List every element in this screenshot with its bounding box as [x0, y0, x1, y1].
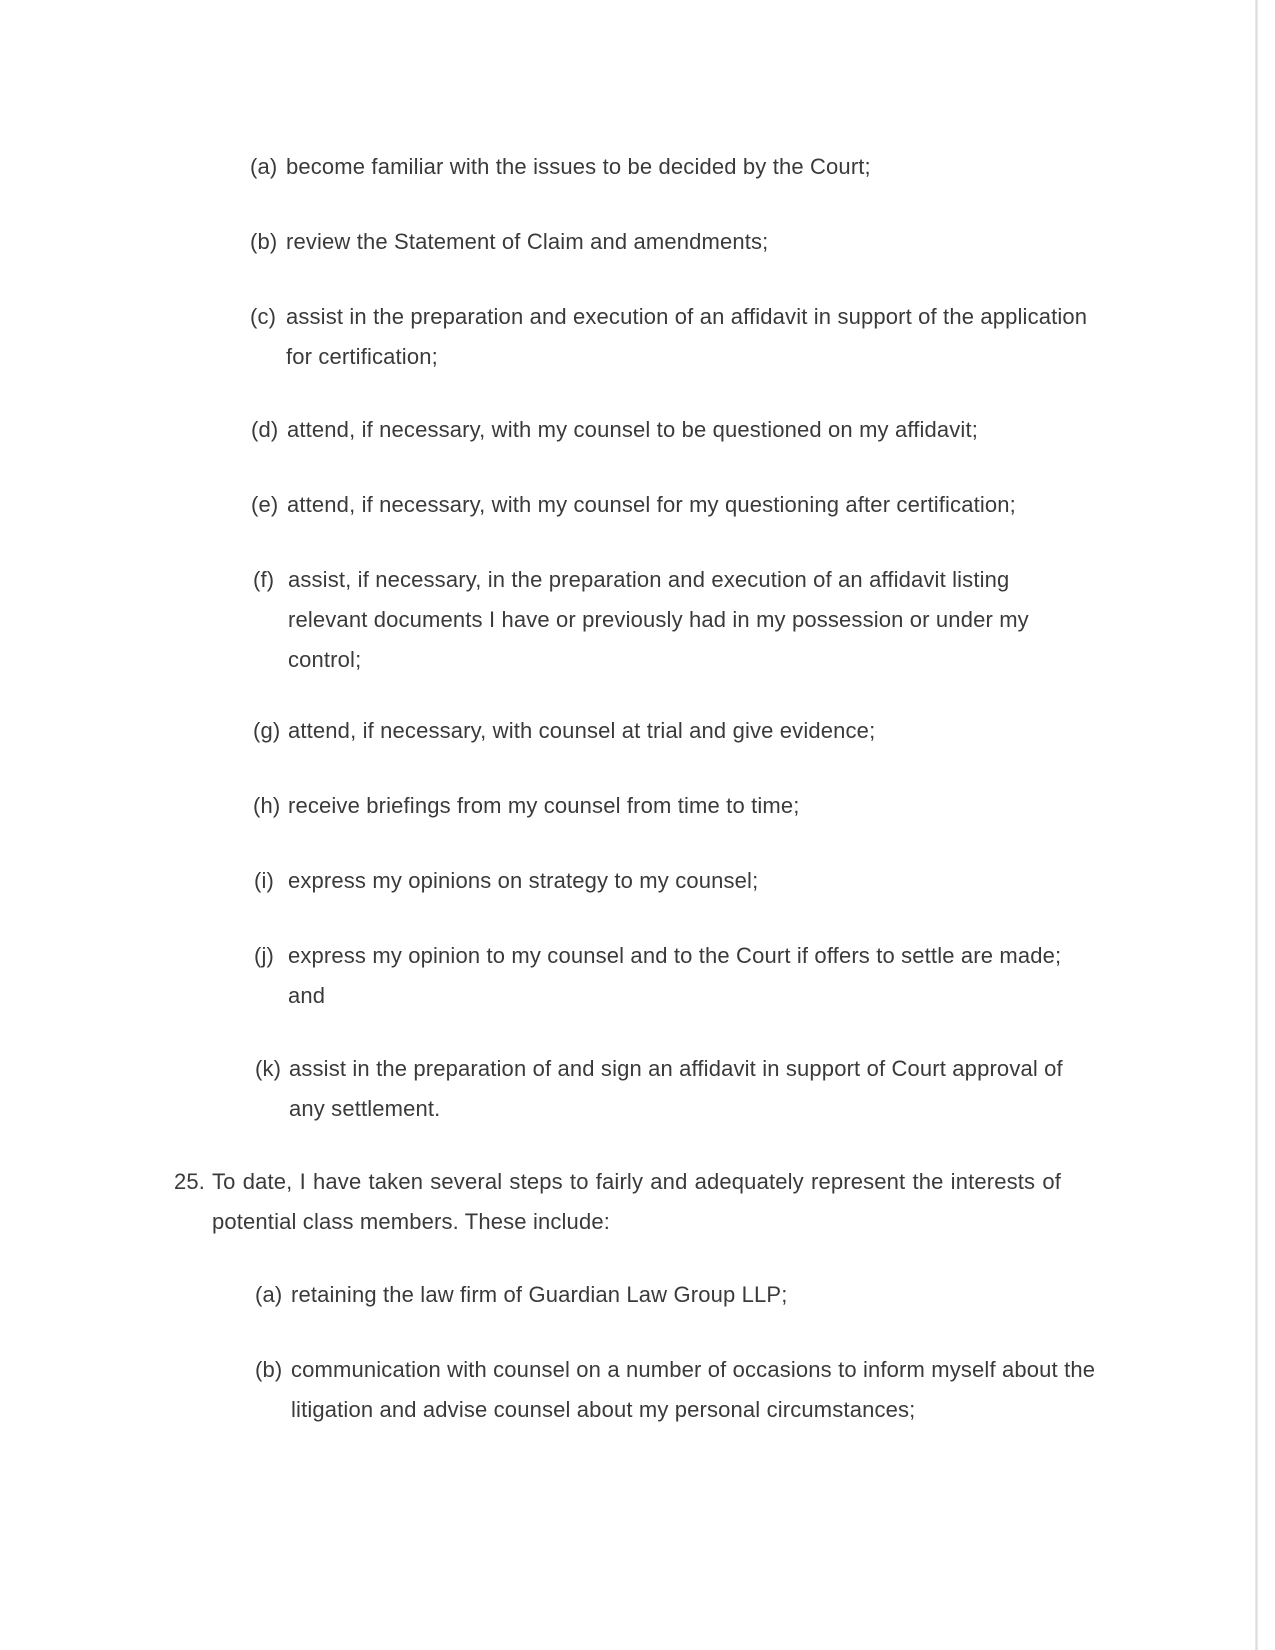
list-item-text: attend, if necessary, with my counsel for my questioning after certification; [287, 492, 1016, 517]
list-item-label: (c) [250, 304, 277, 329]
step-item-b [255, 1350, 1096, 1430]
list-item-label: (j) [254, 943, 274, 968]
list-item-label: (b) [250, 229, 278, 254]
list-item-label: (k) [255, 1056, 282, 1081]
list-item-label: (d) [251, 417, 279, 442]
list-item-i [254, 861, 1074, 901]
list-item-text: express my opinion to my counsel and to the Court if offers to settle are made; [288, 943, 1062, 968]
list-item-g [253, 711, 1073, 751]
list-item-b [250, 222, 1070, 262]
paragraph-text: To date, I have taken several steps to fairly and adequately represent the interests of [212, 1169, 1061, 1194]
list-item-text: any settlement. [289, 1096, 441, 1121]
step-item-label: (a) [255, 1282, 283, 1307]
step-item-a [255, 1275, 1075, 1315]
step-item-text: retaining the law firm of Guardian Law Group LLP; [291, 1282, 788, 1307]
list-item-k [255, 1049, 1075, 1129]
list-item-label: (f) [253, 567, 275, 592]
list-item-label: (g) [253, 718, 281, 743]
list-item-text: become familiar with the issues to be decided by the Court; [286, 154, 871, 179]
list-item-label: (e) [251, 492, 279, 517]
list-item-h [253, 786, 1073, 826]
step-item-text: communication with counsel on a number of occasions to inform myself about the [291, 1357, 1096, 1382]
list-item-e [251, 485, 1071, 525]
paragraph-25 [174, 1162, 1074, 1242]
list-item-text: relevant documents I have or previously had in my possession or under my [288, 607, 1029, 632]
list-item-text: attend, if necessary, with my counsel to be questioned on my affidavit; [287, 417, 978, 442]
list-item-d [251, 410, 1071, 450]
paragraph-number: 25. [174, 1169, 206, 1194]
list-item-f [253, 560, 1073, 680]
list-item-label: (a) [250, 154, 278, 179]
list-item-text: attend, if necessary, with counsel at trial and give evidence; [288, 718, 876, 743]
list-item-text: for certification; [286, 344, 438, 369]
list-item-text: receive briefings from my counsel from time to time; [288, 793, 800, 818]
list-item-c [250, 297, 1088, 377]
list-item-text: assist, if necessary, in the preparation and execution of an affidavit listing [288, 567, 1010, 592]
list-item-text: and [288, 983, 326, 1008]
paragraph-text: potential class members. These include: [212, 1209, 610, 1234]
step-item-text: litigation and advise counsel about my personal circumstances; [291, 1397, 916, 1422]
list-item-text: control; [288, 647, 362, 672]
list-item-text: assist in the preparation of and sign an affidavit in support of Court approval of [289, 1056, 1063, 1081]
step-item-label: (b) [255, 1357, 283, 1382]
list-item-text: assist in the preparation and execution of an affidavit in support of the application [286, 304, 1088, 329]
list-item-label: (i) [254, 868, 274, 893]
list-item-j [254, 936, 1074, 1016]
list-item-label: (h) [253, 793, 281, 818]
list-item-text: express my opinions on strategy to my counsel; [288, 868, 759, 893]
list-item-text: review the Statement of Claim and amendments; [286, 229, 769, 254]
list-item-a [250, 147, 1070, 187]
scan-edge-shadow [1255, 0, 1258, 1650]
